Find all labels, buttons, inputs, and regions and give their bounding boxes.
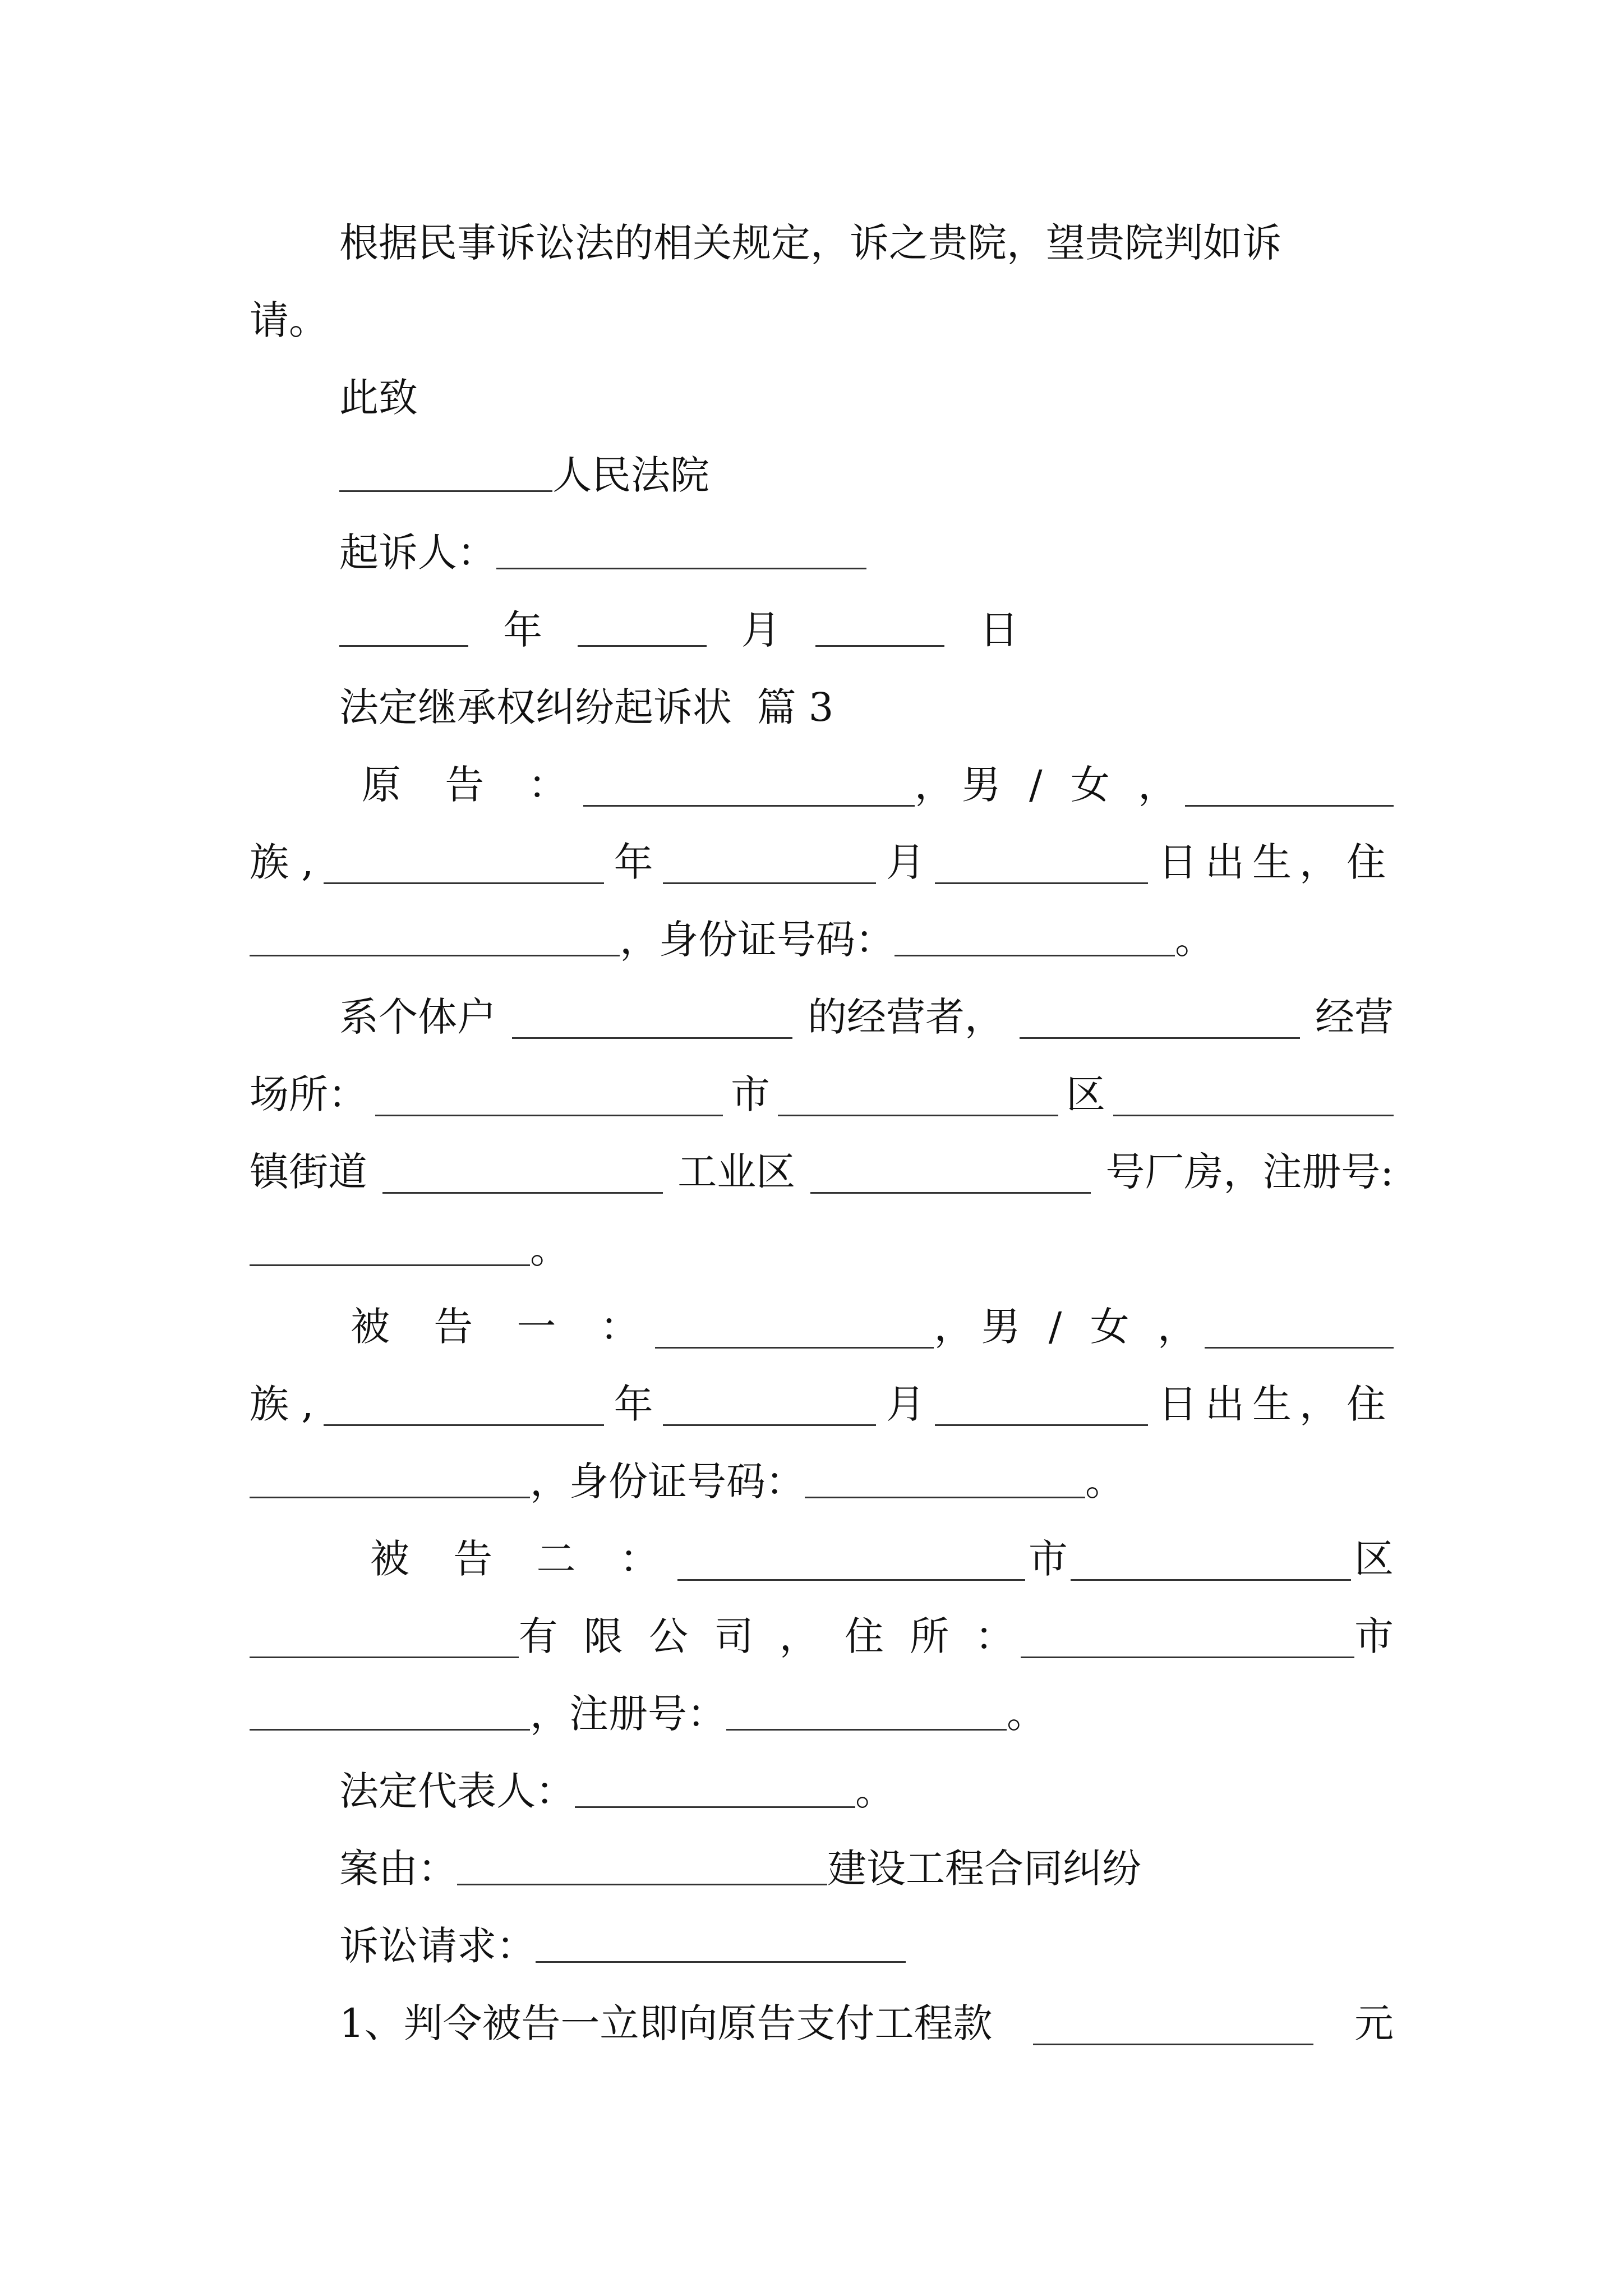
individual-business-blank[interactable] — [512, 1002, 792, 1039]
legal-rep-line — [250, 1760, 1394, 1822]
section-title-text: 法定继承权纠纷起诉状 篇 3 — [339, 684, 834, 730]
defendant2-line — [250, 1528, 1394, 1590]
factory-reg-label: 号厂房，注册号: — [1105, 1149, 1394, 1195]
town-street-label: 镇街道 — [250, 1149, 367, 1195]
city-label: 市 — [1354, 1613, 1394, 1659]
gender-text: ，男 / 女 ， — [934, 1304, 1205, 1350]
year-blank[interactable] — [339, 610, 468, 647]
salutation-line — [250, 367, 1394, 429]
plaintiff-ethnicity-blank[interactable] — [1185, 770, 1394, 807]
cause-line — [250, 1838, 1394, 1899]
section-title — [250, 677, 1394, 738]
operator-name-blank[interactable] — [1020, 1002, 1300, 1039]
id-label: ，身份证号码： — [530, 1458, 805, 1504]
date-line — [250, 599, 1394, 661]
period: 。 — [1085, 1458, 1124, 1504]
plaintiff-birth-year-blank[interactable] — [324, 848, 604, 884]
plaintiff-birth-line — [250, 831, 1394, 893]
salutation: 此致 — [339, 375, 418, 421]
day-blank[interactable] — [815, 610, 944, 647]
claim-1-text: 1、判令被告一立即向原告支付工程款 — [339, 2000, 993, 2046]
defendant1-birth-day-blank[interactable] — [935, 1389, 1148, 1426]
district-label: 区 — [1354, 1536, 1394, 1582]
closing-text-end: 请。 — [250, 297, 328, 343]
day-label: 日 — [979, 607, 1019, 653]
plaintiff-birth-day-blank[interactable] — [935, 848, 1148, 884]
court-suffix: 人民法院 — [552, 452, 709, 498]
company-address-cont-blank[interactable] — [250, 1694, 530, 1731]
business-suffix: 经营 — [1315, 994, 1394, 1040]
plaintiff-birth-month-blank[interactable] — [663, 848, 876, 884]
cause-suffix: 建设工程合同纠纷 — [827, 1846, 1141, 1892]
ethnicity-suffix: 族 , — [250, 1381, 314, 1427]
born-live-text: 日出生，住 — [1158, 1381, 1394, 1427]
period: 。 — [855, 1768, 895, 1814]
premises-line — [250, 1064, 1394, 1125]
plaintiff-signature-line — [250, 522, 1394, 583]
birth-year-label: 年 — [614, 839, 653, 885]
defendant1-label: 被 告 一 ： — [351, 1304, 655, 1350]
birth-year-label: 年 — [614, 1381, 653, 1427]
company-text: 有 限 公 司 ， 住 所 ： — [518, 1613, 1021, 1659]
company-line — [250, 1605, 1394, 1667]
town-blank[interactable] — [382, 1157, 663, 1194]
defendant1-id-blank[interactable] — [805, 1462, 1085, 1498]
plaintiff-line — [250, 754, 1394, 816]
industrial-zone-blank[interactable] — [810, 1157, 1091, 1194]
defendant1-ethnicity-blank[interactable] — [1205, 1312, 1394, 1349]
plaintiff-id-blank[interactable] — [895, 920, 1175, 956]
legal-rep-blank[interactable] — [575, 1772, 855, 1808]
closing-text: 根据民事诉讼法的相关规定，诉之贵院，望贵院判如诉 — [339, 220, 1281, 266]
city-label: 市 — [1028, 1536, 1068, 1582]
court-line — [250, 444, 1394, 506]
registration-line — [250, 1218, 1394, 1280]
defendant2-city-blank[interactable] — [677, 1544, 1025, 1581]
claim-1-amount-blank[interactable] — [1033, 2009, 1313, 2045]
plaintiff-id-line — [250, 909, 1394, 970]
id-label: ，身份证号码： — [620, 917, 895, 963]
legal-rep-label: 法定代表人： — [339, 1768, 575, 1814]
individual-business-line — [250, 986, 1394, 1048]
registration-blank[interactable] — [250, 1230, 530, 1266]
city-blank[interactable] — [778, 1080, 1058, 1116]
month-label: 月 — [741, 607, 781, 653]
court-name-blank[interactable] — [339, 455, 552, 492]
defendant1-name-blank[interactable] — [655, 1312, 934, 1349]
closing-paragraph-line-2 — [250, 289, 1394, 351]
city-label: 市 — [731, 1071, 770, 1117]
defendant1-address-blank[interactable] — [250, 1462, 530, 1498]
period: 。 — [1175, 917, 1214, 963]
period: 。 — [1007, 1691, 1046, 1737]
claims-label: 诉讼请求： — [339, 1923, 536, 1969]
born-live-text: 日出生，住 — [1158, 839, 1394, 885]
defendant1-line — [250, 1296, 1394, 1358]
plaintiff-address-blank[interactable] — [250, 920, 620, 956]
yuan-label: 元 — [1354, 2000, 1394, 2046]
period: 。 — [530, 1226, 569, 1272]
year-label: 年 — [503, 607, 543, 653]
premises-label: 场所： — [250, 1071, 367, 1117]
individual-prefix: 系个体户 — [339, 994, 496, 1040]
claims-blank[interactable] — [536, 1926, 906, 1963]
cause-blank[interactable] — [457, 1849, 827, 1885]
gender-text: ，男 / 女 ， — [914, 762, 1186, 808]
claim-1-line — [250, 1993, 1394, 2054]
defendant1-birth-month-blank[interactable] — [663, 1389, 876, 1426]
district-blank[interactable] — [1113, 1080, 1394, 1116]
company-reg-blank[interactable] — [726, 1694, 1007, 1731]
cause-label: 案由： — [339, 1846, 457, 1892]
premises-blank[interactable] — [375, 1080, 723, 1116]
defendant1-birth-year-blank[interactable] — [324, 1389, 604, 1426]
ethnicity-suffix: 族 , — [250, 839, 314, 885]
industrial-zone-label: 工业区 — [677, 1149, 796, 1195]
plaintiff-name-blank[interactable] — [583, 770, 915, 807]
closing-paragraph-line-1 — [250, 212, 1394, 274]
reg-label: ，注册号： — [530, 1691, 726, 1737]
defendant1-id-line — [250, 1451, 1394, 1512]
company-name-blank[interactable] — [250, 1622, 519, 1658]
birth-month-label: 月 — [886, 839, 925, 885]
operator-text: 的经营者， — [808, 994, 1004, 1040]
district-label: 区 — [1066, 1071, 1105, 1117]
defendant1-birth-line — [250, 1373, 1394, 1435]
company-reg-line — [250, 1683, 1394, 1745]
company-address-blank[interactable] — [1021, 1622, 1354, 1658]
month-blank[interactable] — [578, 610, 707, 647]
plaintiff-signature-blank[interactable] — [496, 533, 866, 569]
plaintiff-label: 原 告 ： — [362, 762, 583, 808]
birth-month-label: 月 — [886, 1381, 925, 1427]
defendant2-district-blank[interactable] — [1071, 1544, 1351, 1581]
factory-line — [250, 1141, 1394, 1203]
defendant2-label: 被 告 二 ： — [370, 1536, 675, 1582]
claims-line — [250, 1915, 1394, 1977]
plaintiff-signature-label: 起诉人： — [339, 530, 496, 576]
